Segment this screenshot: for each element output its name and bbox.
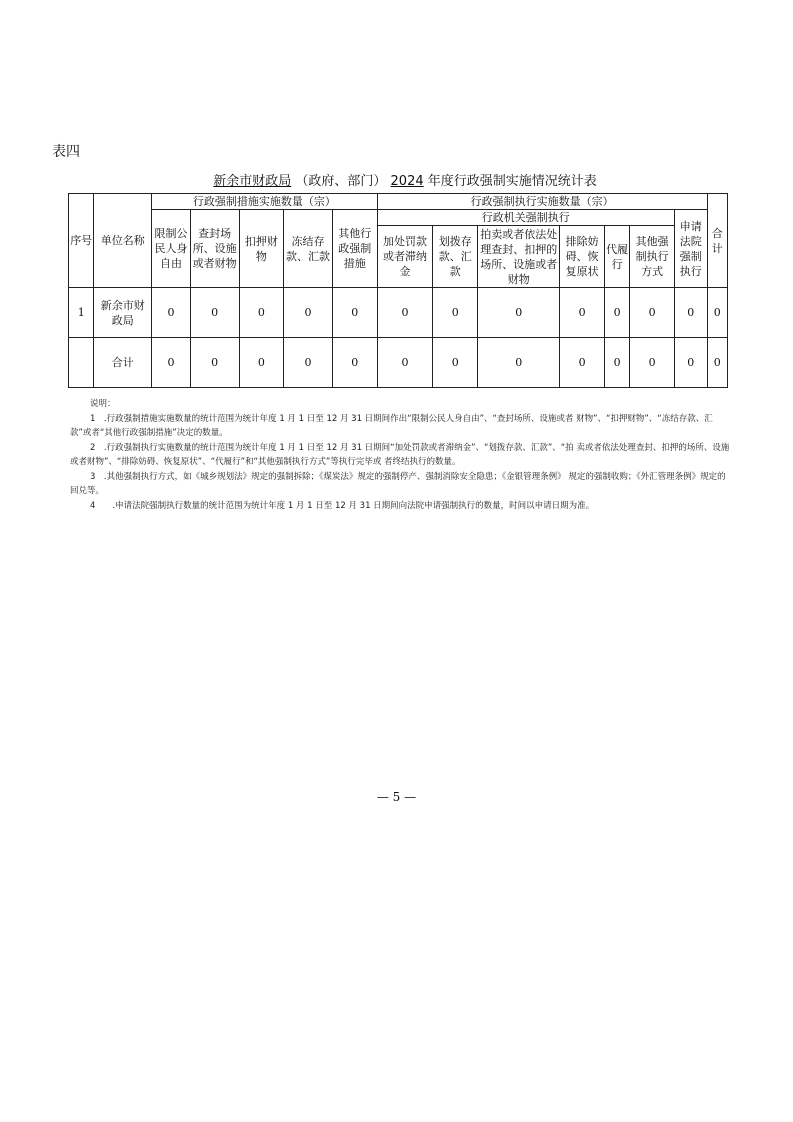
cell-value: 0 bbox=[284, 288, 333, 338]
cell-value: 0 bbox=[377, 338, 433, 388]
cell-value: 0 bbox=[239, 288, 284, 338]
table-row-total bbox=[69, 338, 728, 388]
cell-value: 0 bbox=[284, 338, 333, 388]
cell-value: 0 bbox=[560, 338, 605, 388]
header-measure: 冻结存款、汇款 bbox=[284, 210, 333, 288]
notes-section bbox=[70, 397, 730, 513]
cell-value: 0 bbox=[604, 338, 629, 388]
header-court-exec: 申请法院强制执行 bbox=[675, 210, 708, 288]
header-execution-group: 行政强制执行实施数量（宗） bbox=[377, 194, 707, 210]
cell-value: 0 bbox=[239, 338, 284, 388]
note-item: 4 .申请法院强制执行数量的统计范围为统计年度 1 月 1 日至 12 月 31 日期间向法院申请强制执行的数量，时间以申请日期为准。 bbox=[90, 500, 595, 511]
cell-value: 0 bbox=[707, 338, 727, 388]
cell-value: 0 bbox=[190, 338, 239, 388]
header-measure: 查封场所、设施或者财物 bbox=[190, 210, 239, 288]
table-row bbox=[69, 288, 728, 338]
row-unit-name: 新余市财政局 bbox=[94, 288, 152, 338]
row-seq: 1 bbox=[69, 288, 94, 338]
header-agency-exec: 排除妨碍、恢复原状 bbox=[560, 226, 605, 288]
cell-value: 0 bbox=[433, 338, 478, 388]
statistics-table bbox=[68, 193, 728, 388]
header-measure: 其他行政强制措施 bbox=[332, 210, 377, 288]
cell-value: 0 bbox=[675, 288, 708, 338]
header-total: 合计 bbox=[707, 194, 727, 288]
cell-value: 0 bbox=[630, 288, 675, 338]
note-item: 3 .其他强制执行方式，如《城乡规划法》规定的强制拆除；《煤炭法》规定的强制停产、强制消除安全隐患；《金银管理条例》 规定的强制收购；《外汇管理条例》规定的回兑等。 bbox=[70, 471, 726, 496]
table-label: 表四 bbox=[52, 144, 80, 160]
cell-value: 0 bbox=[604, 288, 629, 338]
header-seq: 序号 bbox=[69, 194, 94, 288]
title-type: （政府、部门） bbox=[295, 174, 387, 189]
page-number: — 5 — bbox=[376, 790, 417, 804]
cell-value: 0 bbox=[433, 288, 478, 338]
title-year: 2024 bbox=[390, 174, 424, 189]
header-agency-exec: 拍卖或者依法处理查封、扣押的场所、设施或者财物 bbox=[478, 226, 560, 288]
cell-value: 0 bbox=[630, 338, 675, 388]
cell-value: 0 bbox=[560, 288, 605, 338]
title-agency: 新余市财政局 bbox=[213, 174, 292, 189]
notes-heading: 说明： bbox=[90, 399, 116, 409]
cell-value: 0 bbox=[332, 288, 377, 338]
cell-value: 0 bbox=[190, 288, 239, 338]
title-suffix: 年度行政强制实施情况统计表 bbox=[427, 174, 597, 189]
cell-value: 0 bbox=[478, 338, 560, 388]
cell-value: 0 bbox=[332, 338, 377, 388]
cell-value: 0 bbox=[478, 288, 560, 338]
cell-value: 0 bbox=[707, 288, 727, 338]
header-unit-name: 单位名称 bbox=[94, 194, 152, 288]
header-agency-exec: 加处罚款或者滞纳金 bbox=[377, 226, 433, 288]
row-unit-name: 合计 bbox=[94, 338, 152, 388]
header-agency-exec: 代履行 bbox=[604, 226, 629, 288]
note-item: 1 .行政强制措施实施数量的统计范围为统计年度 1 月 1 日至 12 月 31 日期间作出“限制公民人身自由”、“查封场所、设施或者 财物”、“扣押财物”、“冻结存款、汇款”或者“其他行政强制措施”决定的数量。 bbox=[70, 413, 713, 438]
cell-value: 0 bbox=[675, 338, 708, 388]
document-title bbox=[160, 170, 650, 189]
header-agency-exec: 其他强制执行方式 bbox=[630, 226, 675, 288]
header-measure: 扣押财物 bbox=[239, 210, 284, 288]
cell-value: 0 bbox=[377, 288, 433, 338]
header-measure: 限制公民人身自由 bbox=[152, 210, 191, 288]
header-agency-exec-group: 行政机关强制执行 bbox=[377, 210, 674, 226]
header-measures-group: 行政强制措施实施数量（宗） bbox=[152, 194, 377, 210]
note-item: 2 .行政强制执行实施数量的统计范围为统计年度 1 月 1 日至 12 月 31 日期间“加处罚款或者滞纳金”、“划拨存款、汇款”、“拍 卖或者依法处理查封、扣押的场所、设施或者财物”、“排除妨碍、恢复原状”、“代履行”和“其他强制执行方式”等执行完毕或 者终结执行的数量。 bbox=[70, 442, 730, 467]
cell-value: 0 bbox=[152, 338, 191, 388]
header-agency-exec: 划拨存款、汇款 bbox=[433, 226, 478, 288]
cell-value: 0 bbox=[152, 288, 191, 338]
row-seq bbox=[69, 338, 94, 388]
